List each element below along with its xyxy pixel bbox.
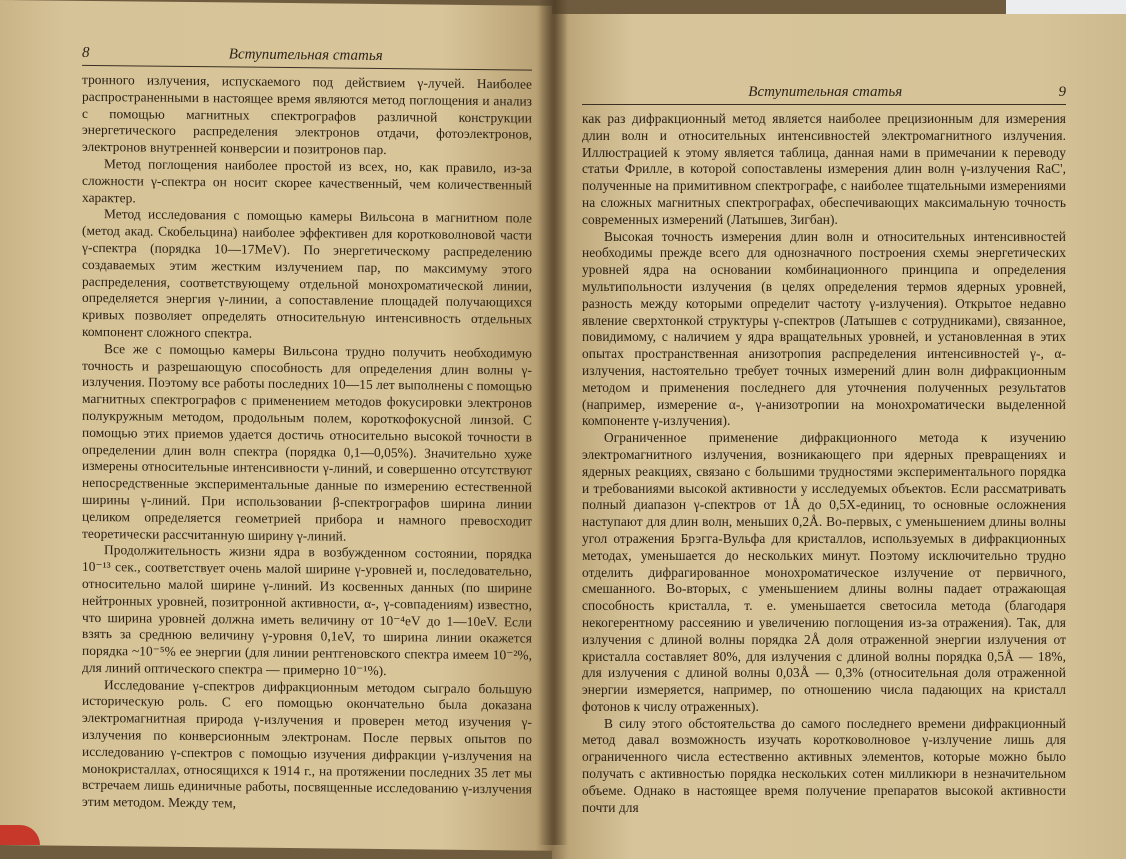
right-paragraph: как раз дифракционный метод является наиболее прецизионным для измерения длин волн и относительных интенсивностей электромагнитного излучения. Иллюстрацией к этому является таблица, данная нами в примечании к переводу статьи Фрилле, в которой сопоставлены измерения длин волн γ-излучения RaC', полученные на примитивном спектрографе, с наиболее тщательными измерениями на сложных магнитных спектрографах, обеспечивающих максимальную точность современных измерений (Латышев, Зигбан). [582,111,1066,227]
left-page-number: 8 [82,44,90,61]
right-paragraph: Ограниченное применение дифракционного метода к изучению электромагнитного излучения, возникающего при ядерных превращениях и ядерных реакциях, связано с большими трудностями экспериментального порядка и требованиями высокой активности у исследуемых объектов. Если рассматривать полный диапазон γ-спектров от 1Å до 0,5X-единиц, то основные осложнения наступают для длин волн, меньших 0,2Å. Во-первых, с уменьшением длины волны угол отражения Брэгга-Вульфа для кристаллов, используемых в дифракционных методах, уменьшается до нескольких минут. Поэтому исключительно трудно отделить дифрагированное монохроматическое излучение от первичного, смешанного. Во-вторых, с уменьшением длины волны падает отражающая способность кристалла, т. е. уменьшается светосила метода (благодаря некогерентному рассеянию и увеличению поглощения из-за отражения). Так, для излучения с длиной волны порядка 2Å доля отраженной энергии излучения от кристалла составляет 80%, для излучения с длиной волны порядка 0,5Å — 18%, для излучения с длиной волны 0,03Å — 0,3% (относительная доля отраженной энергии измеряется, например, по отношению числа падающих на кристалл фотонов к числу отраженных). [582,430,1066,714]
left-paragraph: Все же с помощью камеры Вильсона трудно получить необходимую точность и разрешающую способность для определения длин волны γ-излучения. Поэтому все работы последних 10—15 лет выполнены с помощью магнитных спектрографов с применением методов фокусировки электронов полукружным методом, продольным полем, короткофокусной линзой. С помощью этих приемов удается достичь относительно высокой точности в определении длин волн спектра (порядка 0,1—0,05%). Значительно хуже измерены относительные интенсивности γ-линий, и совершенно отсутствуют непосредственные экспериментальные данные по измерению естественной ширины γ-линий. При использовании β-спектрографов ширина линии целиком определяется геометрией прибора и намного превосходит теоретически рассчитанную ширину γ-линий. [82,340,532,544]
left-page [0,0,552,851]
right-paragraph: В силу этого обстоятельства до самого последнего времени дифракционный метод давал возможность изучать коротковолновое γ-излучение лишь для ограниченного числа естественно активных элементов, которые можно было получать с активностью порядка нескольких сотен милликюри в незначительном объеме. Однако в настоящее время получение препаратов высокой активности почти для [582,715,1066,815]
left-paragraph: Продолжительность жизни ядра в возбужденном состоянии, порядка 10⁻¹³ сек., соответствует очень малой ширине γ-уровней и, последовательно, относительно малой ширине γ-линий. Из косвенных данных (по ширине нейтронных уровней, позитронной активности, α-, γ-совпадениям) известно, что ширина уровней должна иметь величину от 10⁻⁴eV до 1—10eV. Если взять за среднюю величину γ-уровня 0,1eV, то ширина линии окажется порядка ~10⁻⁵% ее энергии (для линии рентгеновского спектра имеем 10⁻²%, для линий оптического спектра — примерно 10⁻¹%). [82,542,532,678]
left-running-head [82,45,532,71]
right-paragraph: Высокая точность измерения длин волн и относительных интенсивностей необходимы прежде всего для однозначного построения схемы энергетических уровней ядра на основании комбинационного принципа и определения мультипольности излучения (в целях определения термов ядерных уровней, разность между которыми определит частоту γ-излучения). Открытое недавно явление сверхтонкой структуры γ-спектров (Латышев с сотрудниками), связанное, повидимому, с наличием у ядра вращательных уровней, и установленная в этих опытах пространственная анизотропия распределения интенсивностей γ-, α-излучения, настоятельно требует точных измерений длин волн дифракционным методом и применения последнего для уточнения полученных результатов (например, измерение α-, γ-анизотропии на монохроматически выделенной компоненте γ-излучения). [582,228,1066,429]
left-paragraph: Метод поглощения наиболее простой из всех, но, как правило, из-за сложности γ-спектра он носит скорее качественный, чем количественный характер. [82,156,532,205]
left-page-body [82,72,532,816]
left-running-title: Вступительная статья [228,46,383,65]
right-running-title: Вступительная статья [748,84,903,100]
right-page-body [582,111,1066,816]
book-spine-shadow [538,0,568,845]
right-page-number: 9 [1058,84,1066,100]
left-paragraph: Исследование γ-спектров дифракционным методом сыграло большую историческую роль. С его помощью окончательно была доказана электромагнитная природа γ-излучения и проверен метод изучения γ-излучения по конверсионным электронам. После первых опытов по исследованию γ-спектров с помощью изучения дифракции γ-излучения на монокристаллах, относящихся к 1914 г., на протяжении последних 35 лет мы встречаем лишь единичные работы, посвященные исследованию γ-излучения этим методом. Между тем, [82,676,532,811]
left-paragraph: Метод исследования с помощью камеры Вильсона в магнитном поле (метод акад. Скобельцина) наиболее эффективен для коротковолновой части γ-спектра (порядка 10—17MeV). По энергетическому распределению создаваемых этим жестким излучением пар, по максимуму этого распределения, соответствующему отдельной монохроматической линии, определяется энергия γ-линии, а сопоставление площадей получающихся кривых позволяет определять относительную интенсивность отдельных компонент сложного спектра. [82,206,532,341]
right-page [552,14,1126,859]
left-paragraph: тронного излучения, испускаемого под действием γ-лучей. Наиболее распространенными в настоящее время являются метод поглощения и анализ с помощью магнитных спектрографов различной конструкции энергетического распределения электронов отдачи, фотоэлектронов, электронов внутренней конверсии и позитронов пар. [82,71,532,158]
right-running-head [582,84,1066,105]
